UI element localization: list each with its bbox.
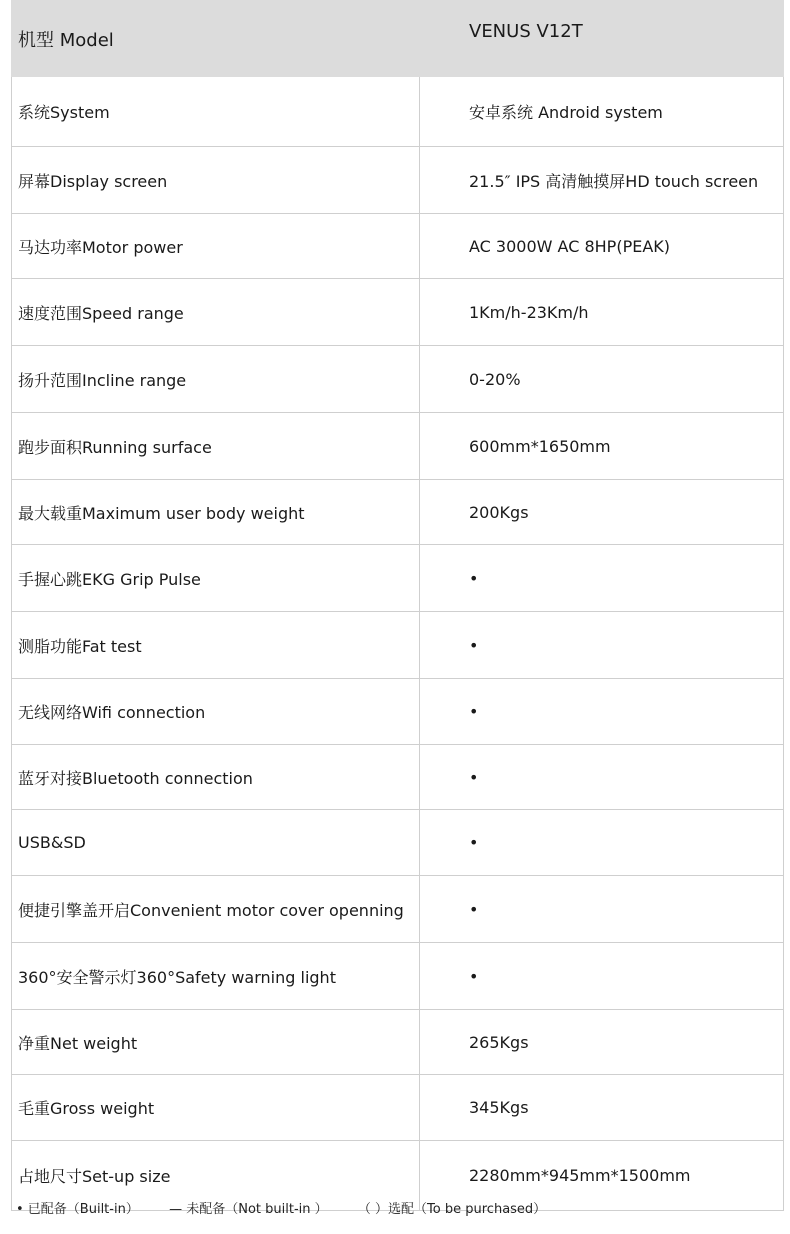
table-row — [12, 745, 784, 810]
row-value: 1Km/h-23Km/h — [420, 279, 784, 346]
table-row — [12, 810, 784, 876]
row-value: 265Kgs — [420, 1010, 784, 1075]
row-label: 蓝牙对接Bluetooth connection — [12, 745, 420, 810]
table-row — [12, 876, 784, 943]
row-label: USB&SD — [12, 810, 420, 876]
row-value: • — [420, 679, 784, 745]
row-label: 便捷引擎盖开启Convenient motor cover openning — [12, 876, 420, 943]
row-value: 2280mm*945mm*1500mm — [420, 1141, 784, 1211]
row-value: • — [420, 810, 784, 876]
legend — [16, 1198, 546, 1217]
row-label: 跑步面积Running surface — [12, 413, 420, 480]
table-row — [12, 545, 784, 612]
row-value: • — [420, 876, 784, 943]
row-label: 手握心跳EKG Grip Pulse — [12, 545, 420, 612]
header-value: VENUS V12T — [420, 1, 784, 77]
row-label: 屏幕Display screen — [12, 147, 420, 214]
row-value: 0-20% — [420, 346, 784, 413]
table-row — [12, 1075, 784, 1141]
legend-built-in: • 已配备（Built-in） — [16, 1202, 139, 1217]
table-row — [12, 612, 784, 679]
row-value: • — [420, 745, 784, 810]
spec-table — [11, 0, 784, 1211]
row-label: 占地尺寸Set-up size — [12, 1141, 420, 1211]
row-value: • — [420, 612, 784, 679]
row-label: 360°安全警示灯360°Safety warning light — [12, 943, 420, 1010]
table-row — [12, 279, 784, 346]
row-value: • — [420, 545, 784, 612]
row-value: 345Kgs — [420, 1075, 784, 1141]
table-row — [12, 943, 784, 1010]
row-label: 最大载重Maximum user body weight — [12, 480, 420, 545]
row-label: 毛重Gross weight — [12, 1075, 420, 1141]
row-label: 无线网络Wifi connection — [12, 679, 420, 745]
legend-not-built-in: — 未配备（Not built-in ） — [169, 1202, 328, 1217]
table-row — [12, 679, 784, 745]
row-value: 200Kgs — [420, 480, 784, 545]
row-value: AC 3000W AC 8HP(PEAK) — [420, 214, 784, 279]
row-value: 600mm*1650mm — [420, 413, 784, 480]
row-label: 净重Net weight — [12, 1010, 420, 1075]
row-label: 马达功率Motor power — [12, 214, 420, 279]
table-row — [12, 214, 784, 279]
header-label: 机型 Model — [12, 1, 420, 77]
table-row — [12, 147, 784, 214]
row-label: 扬升范围Incline range — [12, 346, 420, 413]
row-value: 21.5″ IPS 高清触摸屏HD touch screen — [420, 147, 784, 214]
table-row — [12, 346, 784, 413]
row-label: 测脂功能Fat test — [12, 612, 420, 679]
row-label: 速度范围Speed range — [12, 279, 420, 346]
table-row — [12, 413, 784, 480]
legend-to-be-purchased: （ ）选配（To be purchased） — [357, 1202, 547, 1217]
row-value: 安卓系统 Android system — [420, 77, 784, 147]
header-row — [12, 1, 784, 77]
table-row — [12, 1010, 784, 1075]
row-label: 系统System — [12, 77, 420, 147]
row-value: • — [420, 943, 784, 1010]
table-row — [12, 480, 784, 545]
table-row — [12, 77, 784, 147]
